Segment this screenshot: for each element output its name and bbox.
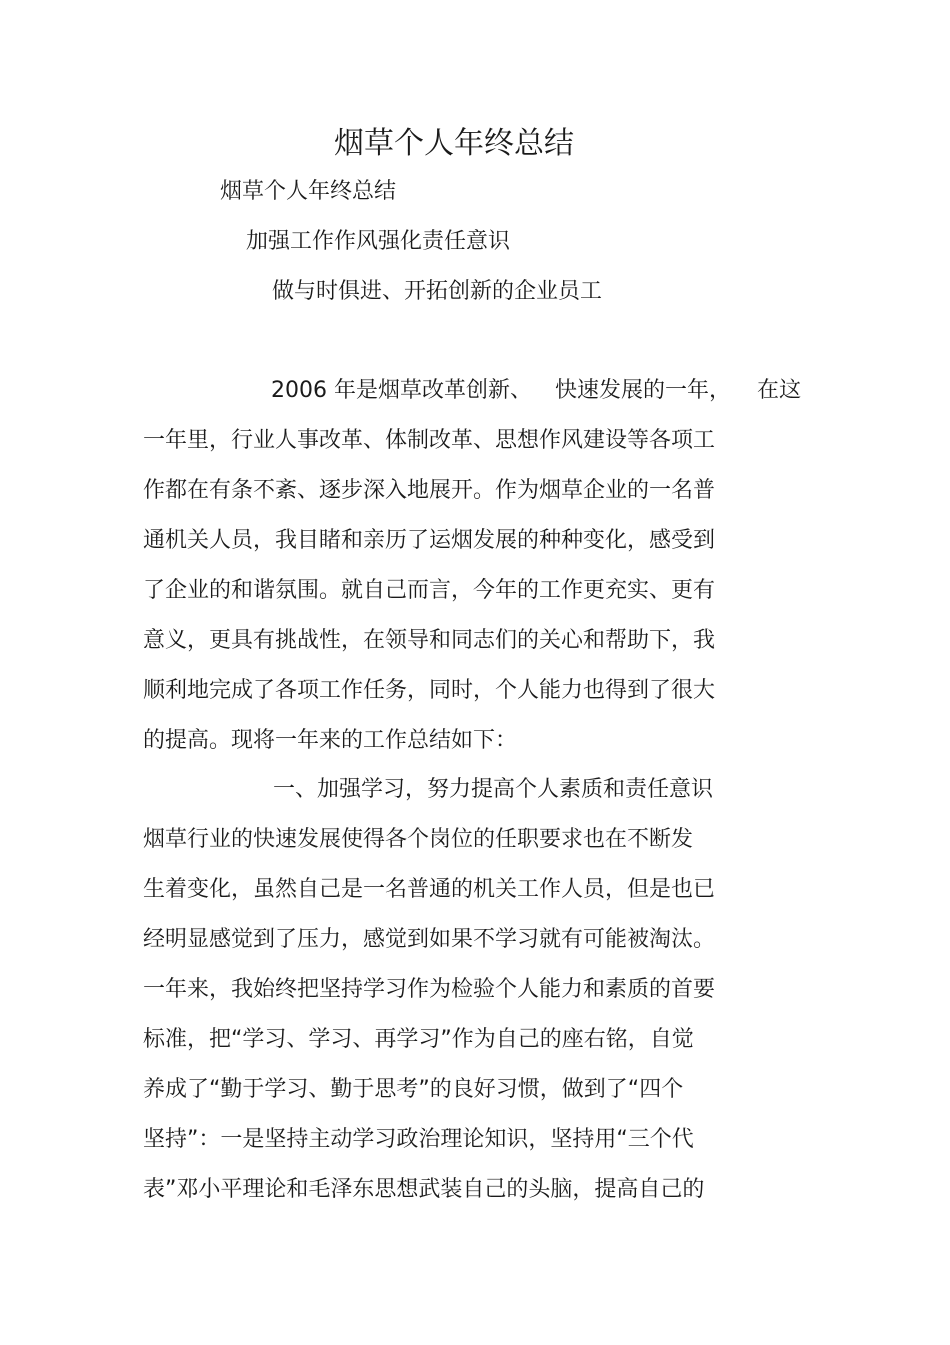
paragraph-line: 作都在有条不紊、逐步深入地展开。作为烟草企业的一名普 <box>143 478 716 503</box>
paragraph-line: 的提高。现将一年来的工作总结如下： <box>143 728 518 753</box>
intro-first-line-part2: 快速发展的一年， <box>555 378 732 403</box>
paragraph-line: 意义，更具有挑战性，在领导和同志们的关心和帮助下，我 <box>143 628 716 653</box>
paragraph-line: 一年里，行业人事改革、体制改革、思想作风建设等各项工 <box>143 428 716 453</box>
intro-first-line-part1: 2006 年是烟草改革创新、 <box>271 378 532 403</box>
paragraph-line: 顺利地完成了各项工作任务，同时，个人能力也得到了很大 <box>143 678 716 703</box>
paragraph-line: 标准，把“学习、学习、再学习”作为自己的座右铭，自觉 <box>143 1027 694 1052</box>
paragraph-line: 一年来，我始终把坚持学习作为检验个人能力和素质的首要 <box>143 977 716 1002</box>
paragraph-line: 坚持”：一是坚持主动学习政治理论知识，坚持用“三个代 <box>143 1127 694 1152</box>
paragraph-line: 通机关人员，我目睹和亲历了运烟发展的种种变化，感受到 <box>143 528 716 553</box>
paragraph-line: 表”邓小平理论和毛泽东思想武装自己的头脑，提高自己的 <box>143 1177 705 1202</box>
intro-first-line-part3: 在这 <box>757 378 802 403</box>
paragraph-line: 经明显感觉到了压力，感觉到如果不学习就有可能被淘汰。 <box>143 927 716 952</box>
paragraph-line: 了企业的和谐氛围。就自己而言，今年的工作更充实、更有 <box>143 578 716 603</box>
section-heading: 一、加强学习，努力提高个人素质和责任意识 <box>273 777 714 802</box>
paragraph-line: 养成了“勤于学习、勤于思考”的良好习惯，做到了“四个 <box>143 1077 684 1102</box>
subtitle-line: 加强工作作风强化责任意识 <box>246 229 511 254</box>
document-title: 烟草个人年终总结 <box>334 126 574 161</box>
subtitle-line: 做与时俱进、开拓创新的企业员工 <box>272 279 603 304</box>
subtitle-line: 烟草个人年终总结 <box>220 179 397 204</box>
paragraph-line: 烟草行业的快速发展使得各个岗位的任职要求也在不断发 <box>143 827 694 852</box>
paragraph-line: 生着变化，虽然自己是一名普通的机关工作人员，但是也已 <box>143 877 716 902</box>
